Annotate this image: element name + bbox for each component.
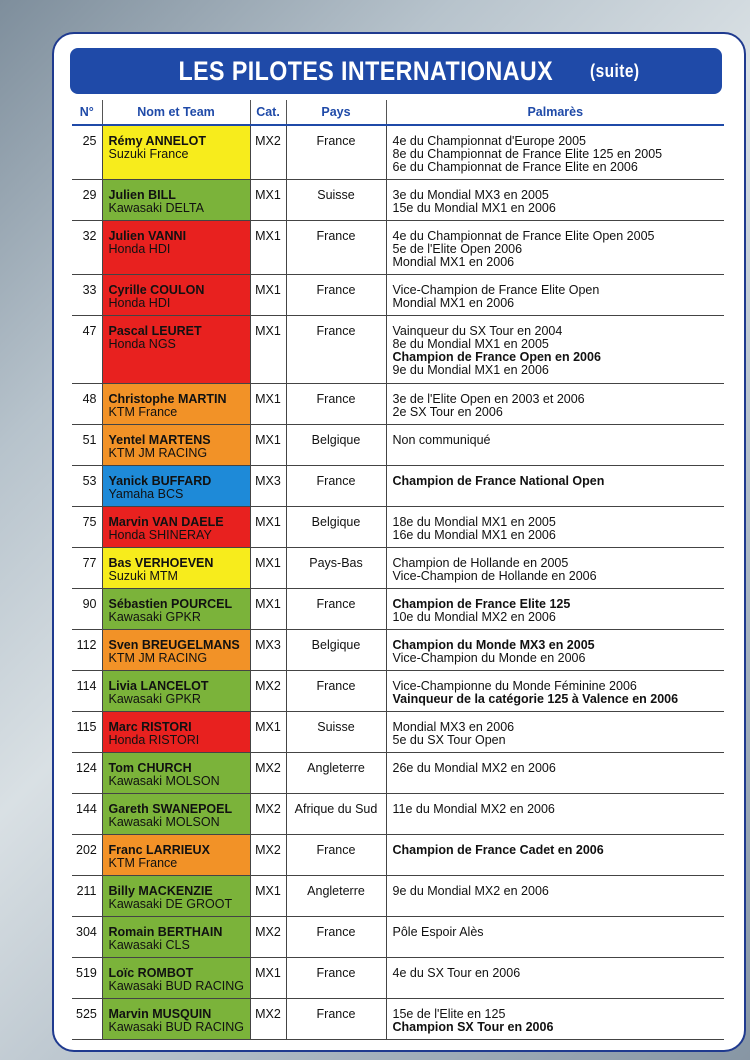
pilot-name-team-cell: [102, 793, 250, 834]
pilot-name-team-cell: [102, 670, 250, 711]
pilot-number: 112: [72, 629, 102, 670]
table-row: [72, 506, 724, 547]
pilot-name: Yentel MARTENS: [108, 432, 211, 447]
pilot-country: Belgique: [286, 629, 386, 670]
pilot-category: MX2: [250, 670, 286, 711]
pilot-country: Afrique du Sud: [286, 793, 386, 834]
column-header-country: Pays: [286, 100, 386, 125]
pilot-name: Marvin MUSQUIN: [108, 1006, 212, 1021]
pilot-name: Livia LANCELOT: [108, 678, 209, 693]
pilot-country: France: [286, 957, 386, 998]
pilot-number: 211: [72, 875, 102, 916]
pilot-name-team-cell: [102, 711, 250, 752]
table-row: [72, 670, 724, 711]
pilot-name-team-cell: [102, 834, 250, 875]
pilot-category: MX1: [250, 547, 286, 588]
pilot-palmares: [386, 274, 724, 315]
pilot-country: Suisse: [286, 179, 386, 220]
pilot-palmares: [386, 711, 724, 752]
page-title-suffix: (suite): [590, 60, 640, 81]
pilot-palmares: [386, 547, 724, 588]
team-name: Kawasaki DELTA: [108, 200, 204, 215]
pilot-name-team-cell: [102, 547, 250, 588]
pilot-number: 47: [72, 315, 102, 383]
palmares-line: 15e de l'Elite en 125: [392, 1006, 506, 1021]
pilot-palmares: [386, 957, 724, 998]
pilot-number: 48: [72, 383, 102, 424]
pilot-name: Cyrille COULON: [108, 282, 205, 297]
team-name: Honda HDI: [108, 295, 171, 310]
team-name: Kawasaki BUD RACING: [108, 1019, 244, 1034]
pilot-number: 525: [72, 998, 102, 1039]
pilot-category: MX1: [250, 424, 286, 465]
table-row: [72, 916, 724, 957]
pilot-country: France: [286, 916, 386, 957]
pilot-country: France: [286, 125, 386, 179]
table-row: [72, 125, 724, 179]
table-row: [72, 834, 724, 875]
pilot-number: 519: [72, 957, 102, 998]
palmares-line: Champion de Hollande en 2005: [392, 555, 569, 570]
pilot-country: France: [286, 670, 386, 711]
pilot-name-team-cell: [102, 179, 250, 220]
team-name: KTM JM RACING: [108, 650, 208, 665]
table-row: [72, 875, 724, 916]
column-header-palmares: Palmarès: [386, 100, 724, 125]
pilot-name-team-cell: [102, 916, 250, 957]
table-row: [72, 711, 724, 752]
pilot-country: Pays-Bas: [286, 547, 386, 588]
table-row: [72, 547, 724, 588]
table-row: [72, 465, 724, 506]
team-name: Kawasaki MOLSON: [108, 814, 220, 829]
pilot-name: Gareth SWANEPOEL: [108, 801, 233, 816]
table-body: [72, 125, 724, 1039]
pilot-category: MX1: [250, 315, 286, 383]
palmares-line: 11e du Mondial MX2 en 2006: [392, 801, 555, 816]
palmares-line: Champion de France Cadet en 2006: [392, 842, 604, 857]
pilot-country: France: [286, 465, 386, 506]
pilot-category: MX1: [250, 506, 286, 547]
team-name: Kawasaki CLS: [108, 937, 190, 952]
page-title-banner: [70, 48, 722, 94]
pilot-name: Tom CHURCH: [108, 760, 192, 775]
pilot-number: 53: [72, 465, 102, 506]
pilot-country: France: [286, 220, 386, 274]
pilot-number: 75: [72, 506, 102, 547]
palmares-line: 10e du Mondial MX2 en 2006: [392, 609, 556, 624]
column-header-num: N°: [72, 100, 102, 125]
pilot-number: 114: [72, 670, 102, 711]
pilot-palmares: [386, 916, 724, 957]
pilot-palmares: [386, 465, 724, 506]
pilot-name: Pascal LEURET: [108, 323, 202, 338]
pilot-name: Marvin VAN DAELE: [108, 514, 224, 529]
team-name: KTM France: [108, 855, 178, 870]
pilot-number: 144: [72, 793, 102, 834]
pilot-number: 32: [72, 220, 102, 274]
palmares-line: Pôle Espoir Alès: [392, 924, 484, 939]
table-row: [72, 424, 724, 465]
pilot-palmares: [386, 179, 724, 220]
pilot-name-team-cell: [102, 315, 250, 383]
team-name: Kawasaki MOLSON: [108, 773, 220, 788]
pilot-palmares: [386, 506, 724, 547]
pilot-name: Loïc ROMBOT: [108, 965, 194, 980]
column-header-name: Nom et Team: [102, 100, 250, 125]
team-name: Suzuki MTM: [108, 568, 178, 583]
pilot-category: MX3: [250, 629, 286, 670]
palmares-line: 9e du Mondial MX2 en 2006: [392, 883, 549, 898]
palmares-line: 2e SX Tour en 2006: [392, 404, 503, 419]
palmares-line: Mondial MX1 en 2006: [392, 254, 515, 269]
table-row: [72, 315, 724, 383]
pilot-palmares: [386, 752, 724, 793]
pilot-name-team-cell: [102, 424, 250, 465]
team-name: Honda SHINERAY: [108, 527, 212, 542]
team-name: KTM France: [108, 404, 178, 419]
team-name: Kawasaki GPKR: [108, 691, 201, 706]
pilot-name: Julien VANNI: [108, 228, 187, 243]
pilot-name: Sébastien POURCEL: [108, 596, 233, 611]
palmares-line: 4e du Championnat d'Europe 2005: [392, 134, 587, 148]
pilot-name-team-cell: [102, 220, 250, 274]
pilot-name-team-cell: [102, 875, 250, 916]
pilot-number: 51: [72, 424, 102, 465]
palmares-line: Champion du Monde MX3 en 2005: [392, 637, 595, 652]
pilot-name: Marc RISTORI: [108, 719, 192, 734]
pilot-name: Sven BREUGELMANS: [108, 637, 240, 652]
pilot-number: 29: [72, 179, 102, 220]
team-name: Kawasaki DE GROOT: [108, 896, 233, 911]
palmares-line: Non communiqué: [392, 432, 491, 447]
pilot-name: Rémy ANNELOT: [108, 134, 206, 148]
pilot-name: Bas VERHOEVEN: [108, 555, 214, 570]
pilot-name-team-cell: [102, 465, 250, 506]
palmares-line: Vice-Champion de Hollande en 2006: [392, 568, 597, 583]
palmares-line: 9e du Mondial MX1 en 2006: [392, 362, 549, 377]
pilot-category: MX1: [250, 711, 286, 752]
pilot-palmares: [386, 834, 724, 875]
pilots-table: [72, 100, 724, 1040]
pilot-palmares: [386, 998, 724, 1039]
palmares-line: 3e du Mondial MX3 en 2005: [392, 187, 549, 202]
pilot-country: Suisse: [286, 711, 386, 752]
palmares-line: 15e du Mondial MX1 en 2006: [392, 200, 556, 215]
palmares-line: 8e du Mondial MX1 en 2005: [392, 336, 549, 351]
palmares-line: 6e du Championnat de France Elite en 2006: [392, 160, 638, 174]
pilot-country: France: [286, 274, 386, 315]
team-name: Honda RISTORI: [108, 732, 200, 747]
pilot-category: MX1: [250, 588, 286, 629]
pilot-name-team-cell: [102, 274, 250, 315]
pilot-name: Romain BERTHAIN: [108, 924, 223, 939]
table-header-row: [72, 100, 724, 125]
pilot-country: France: [286, 834, 386, 875]
table-row: [72, 588, 724, 629]
palmares-line: Champion de France Open en 2006: [392, 349, 601, 364]
pilot-palmares: [386, 424, 724, 465]
team-name: Honda NGS: [108, 336, 176, 351]
team-name: Honda HDI: [108, 241, 171, 256]
pilot-category: MX2: [250, 916, 286, 957]
pilot-name-team-cell: [102, 506, 250, 547]
team-name: Yamaha BCS: [108, 486, 184, 501]
table-row: [72, 629, 724, 670]
table-row: [72, 752, 724, 793]
pilot-number: 25: [72, 125, 102, 179]
pilot-name: Billy MACKENZIE: [108, 883, 213, 898]
table-row: [72, 793, 724, 834]
table-row: [72, 220, 724, 274]
pilot-name-team-cell: [102, 957, 250, 998]
pilot-country: France: [286, 998, 386, 1039]
table-row: [72, 998, 724, 1039]
pilot-category: MX2: [250, 125, 286, 179]
table-row: [72, 383, 724, 424]
pilot-category: MX2: [250, 752, 286, 793]
palmares-line: Champion de France National Open: [392, 473, 605, 488]
palmares-line: 26e du Mondial MX2 en 2006: [392, 760, 556, 775]
team-name: KTM JM RACING: [108, 445, 208, 460]
palmares-line: Champion SX Tour en 2006: [392, 1019, 554, 1034]
team-name: Kawasaki GPKR: [108, 609, 201, 624]
team-name: Kawasaki BUD RACING: [108, 978, 244, 993]
palmares-line: 5e de l'Elite Open 2006: [392, 241, 523, 256]
pilot-palmares: [386, 315, 724, 383]
palmares-line: Vainqueur de la catégorie 125 à Valence en 2006: [392, 691, 679, 706]
pilot-name-team-cell: [102, 125, 250, 179]
pilot-category: MX1: [250, 274, 286, 315]
team-name: Suzuki France: [108, 147, 189, 161]
palmares-line: 18e du Mondial MX1 en 2005: [392, 514, 556, 529]
pilot-number: 33: [72, 274, 102, 315]
pilot-palmares: [386, 125, 724, 179]
pilot-palmares: [386, 588, 724, 629]
pilot-country: Belgique: [286, 424, 386, 465]
palmares-line: Vice-Champion du Monde en 2006: [392, 650, 586, 665]
palmares-line: Mondial MX1 en 2006: [392, 295, 515, 310]
pilot-name-team-cell: [102, 588, 250, 629]
palmares-line: 16e du Mondial MX1 en 2006: [392, 527, 556, 542]
pilot-number: 304: [72, 916, 102, 957]
pilot-palmares: [386, 793, 724, 834]
pilot-country: Angleterre: [286, 875, 386, 916]
pilot-number: 124: [72, 752, 102, 793]
pilot-category: MX1: [250, 875, 286, 916]
pilot-country: Belgique: [286, 506, 386, 547]
pilot-palmares: [386, 629, 724, 670]
pilot-name-team-cell: [102, 998, 250, 1039]
page-title: LES PILOTES INTERNATIONAUX: [178, 55, 554, 86]
pilot-country: France: [286, 588, 386, 629]
pilot-name-team-cell: [102, 629, 250, 670]
pilot-palmares: [386, 875, 724, 916]
table-row: [72, 179, 724, 220]
palmares-line: Vainqueur du SX Tour en 2004: [392, 323, 563, 338]
pilot-name-team-cell: [102, 383, 250, 424]
palmares-line: Vice-Championne du Monde Féminine 2006: [392, 678, 637, 693]
pilot-number: 90: [72, 588, 102, 629]
pilot-number: 115: [72, 711, 102, 752]
pilot-category: MX2: [250, 834, 286, 875]
pilot-country: Angleterre: [286, 752, 386, 793]
palmares-line: 8e du Championnat de France Elite 125 en 2005: [392, 147, 663, 161]
table-row: [72, 957, 724, 998]
palmares-line: 3e de l'Elite Open en 2003 et 2006: [392, 391, 585, 406]
pilot-category: MX2: [250, 793, 286, 834]
palmares-line: Mondial MX3 en 2006: [392, 719, 515, 734]
palmares-line: Vice-Champion de France Elite Open: [392, 282, 600, 297]
pilot-name: Christophe MARTIN: [108, 391, 227, 406]
pilot-category: MX2: [250, 998, 286, 1039]
pilot-country: France: [286, 383, 386, 424]
pilot-number: 202: [72, 834, 102, 875]
palmares-line: 4e du Championnat de France Elite Open 2005: [392, 228, 655, 243]
pilot-category: MX3: [250, 465, 286, 506]
pilot-name: Yanick BUFFARD: [108, 473, 212, 488]
pilot-country: France: [286, 315, 386, 383]
pilot-palmares: [386, 220, 724, 274]
palmares-line: 5e du SX Tour Open: [392, 732, 506, 747]
pilot-palmares: [386, 670, 724, 711]
pilot-palmares: [386, 383, 724, 424]
pilot-category: MX1: [250, 957, 286, 998]
table-row: [72, 274, 724, 315]
pilot-category: MX1: [250, 383, 286, 424]
pilot-category: MX1: [250, 179, 286, 220]
pilot-name: Franc LARRIEUX: [108, 842, 210, 857]
column-header-cat: Cat.: [250, 100, 286, 125]
palmares-line: Champion de France Elite 125: [392, 596, 571, 611]
pilot-number: 77: [72, 547, 102, 588]
pilot-name: Julien BILL: [108, 187, 176, 202]
pilot-name-team-cell: [102, 752, 250, 793]
pilot-category: MX1: [250, 220, 286, 274]
palmares-line: 4e du SX Tour en 2006: [392, 965, 521, 980]
